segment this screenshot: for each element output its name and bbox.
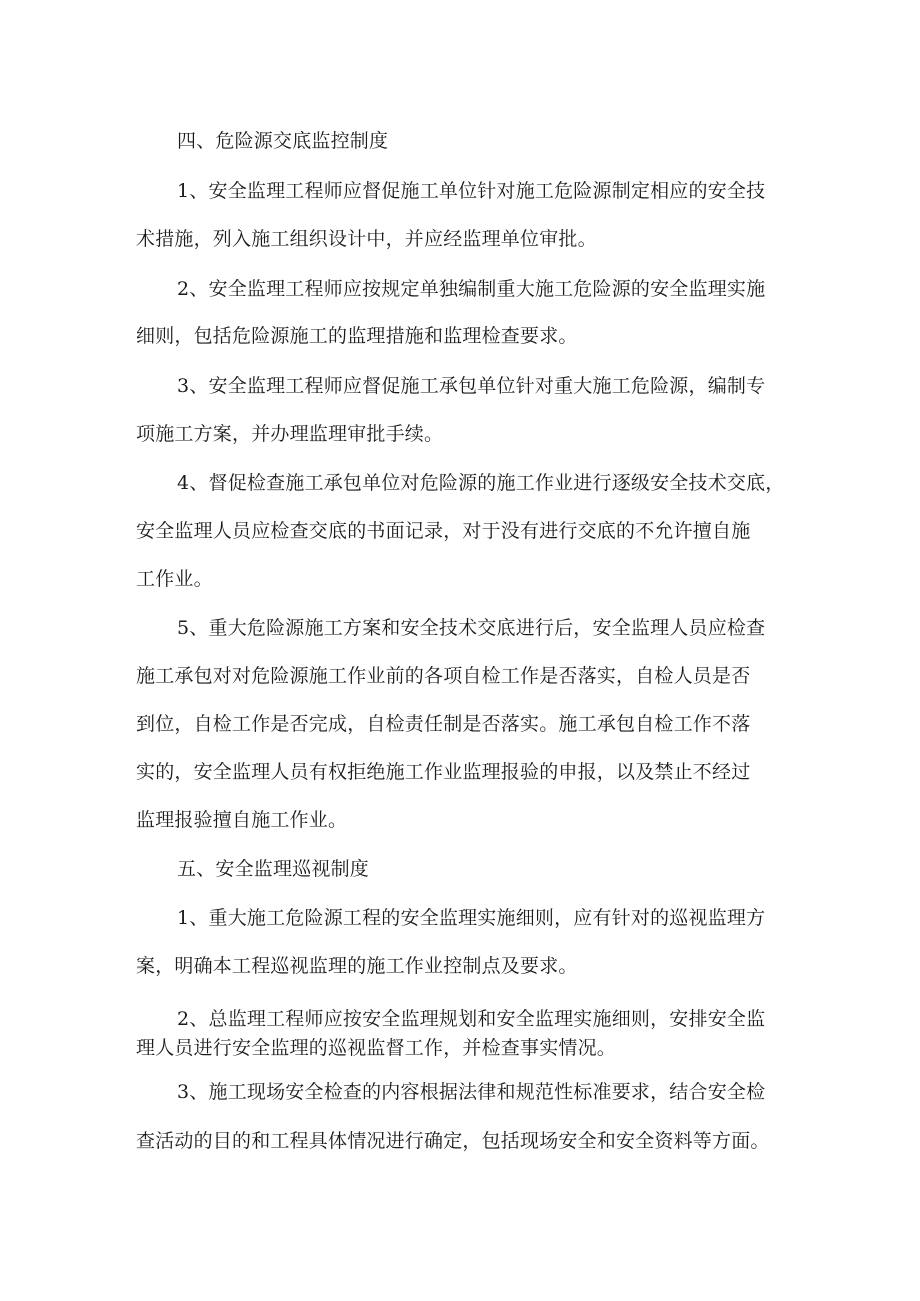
section-4-item-1-line-2: 术措施，列入施工组织设计中，并应经监理单位审批。 <box>136 228 597 250</box>
section-5-item-1-line-2: 案，明确本工程巡视监理的施工作业控制点及要求。 <box>136 955 578 977</box>
section-5-item-1-line-1: 1、重大施工危险源工程的安全监理实施细则，应有针对的巡视监理方 <box>177 907 766 929</box>
section-4-item-5-line-4: 实的，安全监理人员有权拒绝施工作业监理报验的申报，以及禁止不经过 <box>136 761 751 783</box>
section-4-item-2-line-1: 2、安全监理工程师应按规定单独编制重大施工危险源的安全监理实施 <box>177 278 766 300</box>
section-4-item-5-line-3: 到位，自检工作是否完成，自检责任制是否落实。施工承包自检工作不落 <box>136 713 751 735</box>
section-5-item-3-line-2: 查活动的目的和工程具体情况进行确定，包括现场安全和安全资料等方面。 <box>136 1130 770 1152</box>
section-5-item-3-line-1: 3、施工现场安全检查的内容根据法律和规范性标准要求，结合安全检 <box>177 1081 766 1103</box>
section-5-item-2-line-2: 理人员进行安全监理的巡视监督工作，并检查事实情况。 <box>136 1037 617 1059</box>
section-4-item-4-line-3: 工作业。 <box>136 568 213 590</box>
section-4-item-5-line-5: 监理报验擅自施工作业。 <box>136 809 348 831</box>
section-5-heading: 五、安全监理巡视制度 <box>177 858 370 880</box>
section-4-item-5-line-1: 5、重大危险源施工方案和安全技术交底进行后，安全监理人员应检查 <box>177 617 766 639</box>
section-5-item-2-line-1: 2、总监理工程师应按安全监理规划和安全监理实施细则，安排安全监 <box>177 1008 766 1030</box>
section-4-item-5-line-2: 施工承包对对危险源施工作业前的各项自检工作是否落实，自检人员是否 <box>136 665 751 687</box>
section-4-heading: 四、危险源交底监控制度 <box>177 130 389 152</box>
section-4-item-3-line-2: 项施工方案，并办理监理审批手续。 <box>136 423 444 445</box>
section-4-item-1-line-1: 1、安全监理工程师应督促施工单位针对施工危险源制定相应的安全技 <box>177 180 766 202</box>
section-4-item-2-line-2: 细则，包括危险源施工的监理措施和监理检查要求。 <box>136 325 578 347</box>
section-4-item-3-line-1: 3、安全监理工程师应督促施工承包单位针对重大施工危险源，编制专 <box>177 375 766 397</box>
section-4-item-4-line-1: 4、督促检查施工承包单位对危险源的施工作业进行逐级安全技术交底， <box>177 472 785 494</box>
section-4-item-4-line-2: 安全监理人员应检查交底的书面记录，对于没有进行交底的不允许擅自施 <box>136 520 751 542</box>
